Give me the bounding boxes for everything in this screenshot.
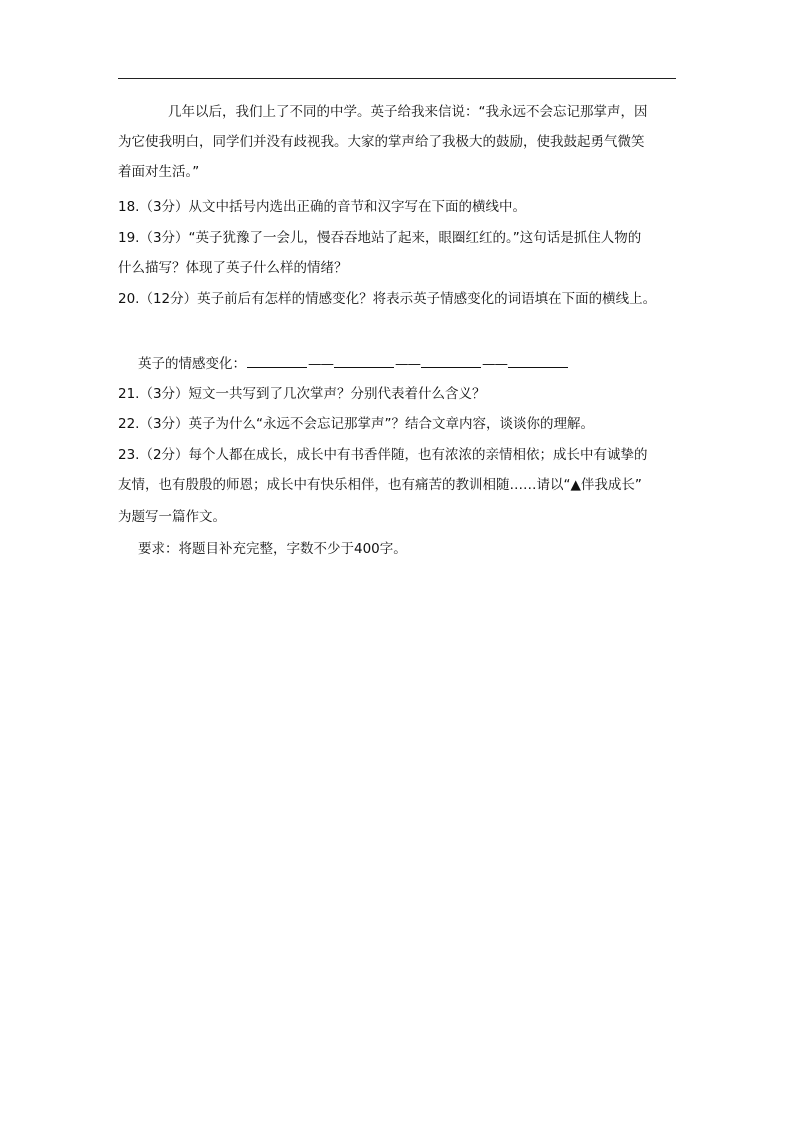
question-19-line: 19.（3分）“英子犹豫了一会儿，慢吞吞地站了起来，眼圈红红的。”这句话是抓住人物的	[118, 230, 642, 246]
emotion-change-row	[138, 355, 698, 372]
answer-blank[interactable]	[508, 355, 568, 368]
question-23-line: 23.（2分）每个人都在成长，成长中有书香伴随，也有浓浓的亲情相依；成长中有诚挚的	[118, 447, 648, 463]
header-rule	[118, 78, 676, 79]
question-19-line: 什么描写？体现了英子什么样的情绪？	[118, 260, 348, 276]
separator: ——	[395, 356, 420, 372]
question-23-line: 友情，也有殷殷的师恩；成长中有快乐相伴，也有痛苦的教训相随……请以“▲伴我成长”	[118, 477, 642, 493]
question-22: 22.（3分）英子为什么“永远不会忘记那掌声”？结合文章内容，谈谈你的理解。	[118, 416, 595, 432]
passage-line: 为它使我明白，同学们并没有歧视我。大家的掌声给了我极大的鼓励，使我鼓起勇气微笑	[118, 134, 645, 150]
essay-requirement: 要求：将题目补充完整，字数不少于400字。	[138, 541, 407, 557]
answer-blank[interactable]	[247, 355, 307, 368]
question-23-line: 为题写一篇作文。	[118, 509, 226, 525]
passage-line: 着面对生活。”	[118, 164, 200, 180]
question-20: 20.（12分）英子前后有怎样的情感变化？将表示英子情感变化的词语填在下面的横线上。	[118, 291, 657, 307]
question-18: 18.（3分）从文中括号内选出正确的音节和汉字写在下面的横线中。	[118, 199, 527, 215]
answer-blank[interactable]	[334, 355, 394, 368]
separator: ——	[308, 356, 333, 372]
question-21: 21.（3分）短文一共写到了几次掌声？分别代表着什么含义？	[118, 386, 486, 402]
answer-blank[interactable]	[421, 355, 481, 368]
emotion-label: 英子的情感变化：	[138, 356, 246, 372]
passage-line: 几年以后，我们上了不同的中学。英子给我来信说：“我永远不会忘记那掌声，因	[168, 104, 648, 120]
separator: ——	[482, 356, 507, 372]
